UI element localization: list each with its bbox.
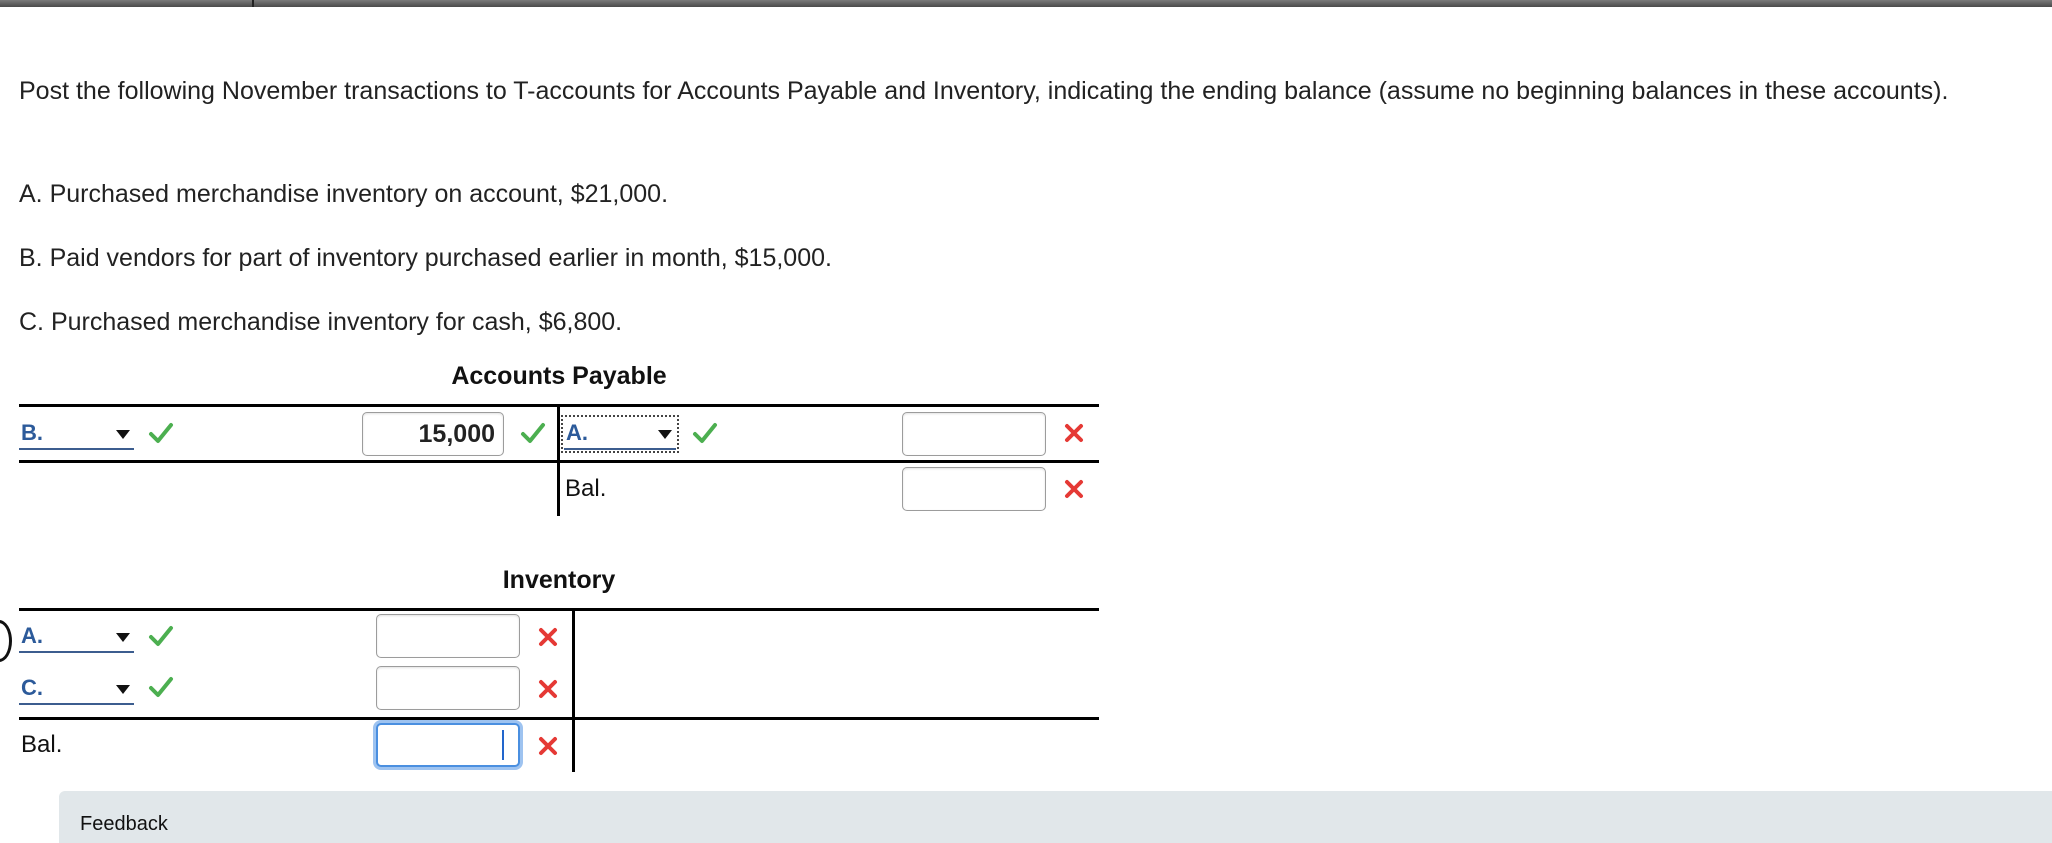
inv-debit-transaction-select-1[interactable]: A. (19, 621, 134, 653)
inv-mid-rule (19, 717, 1099, 720)
check-icon (148, 623, 174, 649)
text-caret (502, 730, 504, 760)
x-icon (537, 735, 559, 757)
x-icon (1063, 478, 1085, 500)
inv-debit-amount-input-2[interactable] (376, 666, 520, 710)
x-icon (1063, 422, 1085, 444)
ap-credit-amount-input[interactable] (902, 412, 1046, 456)
scroll-edge-marker (0, 620, 12, 662)
inv-debit-amount-input-1[interactable] (376, 614, 520, 658)
check-icon (692, 420, 718, 446)
problem-prompt: Post the following November transactions to T-accounts for Accounts Payable and Inventory, indicating the ending balance (assume no beginning balances in these accounts). (19, 77, 1949, 105)
inv-balance-amount-input[interactable] (376, 723, 520, 767)
triangle-down-icon (116, 633, 130, 642)
ap-balance-amount-input[interactable] (902, 467, 1046, 511)
inv-center-rule (572, 608, 575, 772)
transaction-c: C. Purchased merchandise inventory for cash, $6,800. (19, 308, 623, 336)
toolbar-divider (252, 0, 254, 7)
triangle-down-icon (658, 430, 672, 439)
ap-debit-transaction-select[interactable]: B. (19, 418, 134, 450)
inv-debit-transaction-select-2[interactable]: C. (19, 673, 134, 705)
inventory-title: Inventory (502, 566, 616, 594)
inv-top-rule (19, 608, 1099, 611)
accounts-payable-title: Accounts Payable (451, 362, 667, 390)
check-icon (148, 674, 174, 700)
ap-center-rule (557, 404, 560, 516)
top-toolbar-strip (0, 0, 2052, 7)
feedback-panel (59, 791, 2052, 843)
x-icon (537, 626, 559, 648)
x-icon (537, 678, 559, 700)
triangle-down-icon (116, 430, 130, 439)
check-icon (148, 420, 174, 446)
feedback-label: Feedback (80, 813, 168, 835)
ap-balance-label: Bal. (565, 475, 607, 502)
ap-credit-transaction-select[interactable]: A. (564, 418, 676, 450)
transaction-a: A. Purchased merchandise inventory on account, $21,000. (19, 180, 669, 208)
ap-debit-amount-input[interactable]: 15,000 (362, 412, 504, 456)
check-icon (520, 420, 546, 446)
inv-balance-label: Bal. (21, 731, 63, 758)
transaction-b: B. Paid vendors for part of inventory purchased earlier in month, $15,000. (19, 244, 832, 272)
triangle-down-icon (116, 685, 130, 694)
